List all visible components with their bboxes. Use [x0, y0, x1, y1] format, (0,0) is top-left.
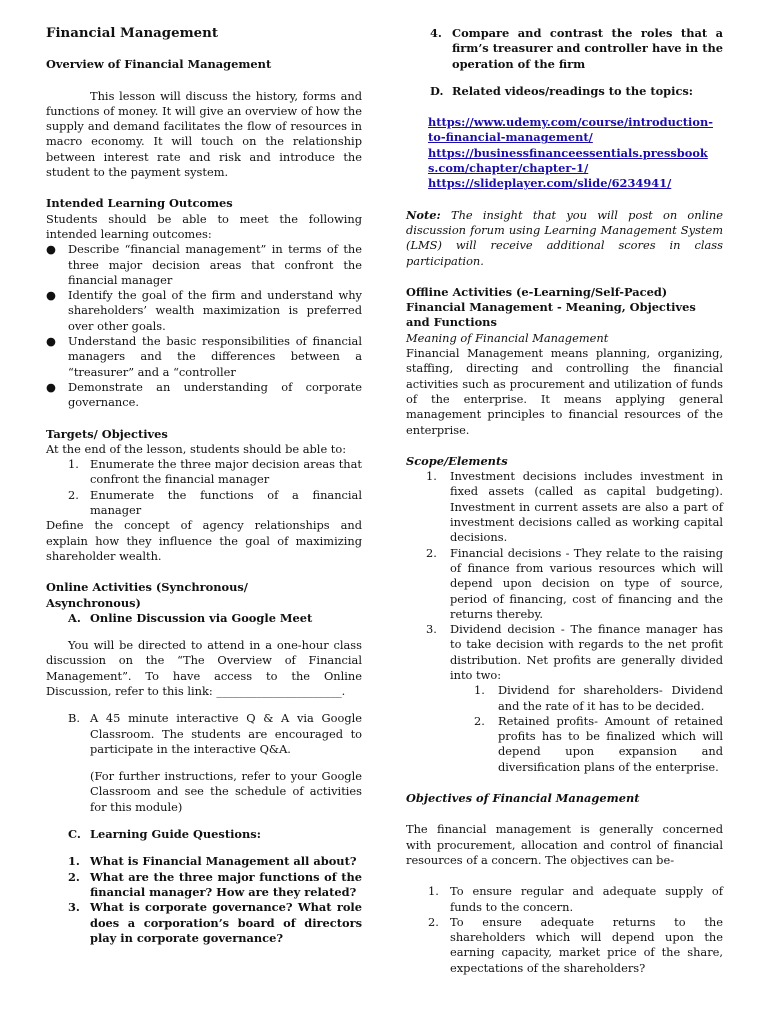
objectives-list [406, 884, 723, 976]
targets-heading: Targets/ Objectives [46, 426, 168, 441]
online-activities-heading: Online Activities (Synchronous/ Asynchronous) [46, 580, 248, 610]
objectives-intro: The financial management is generally concerned with procurement, allocation and control of financial resources of a concern. The objectives can be- [406, 822, 723, 867]
document-title: Financial Management [46, 25, 219, 41]
ilo-heading: Intended Learning Outcomes [46, 196, 233, 211]
list-item: 2. Retained profits- Amount of retained profits has to be finalized which will depend upon expansion and diversification plans of the enterprise. [474, 713, 723, 774]
list-item: 1. What is Financial Management all about? [68, 854, 357, 869]
section-b-note: (For further instructions, refer to your Google Classroom and see the schedule of activities for this module) [90, 769, 362, 814]
offline-heading: Offline Activities (e-Learning/Self-Paced) [406, 284, 668, 299]
section-b: B. A 45 minute interactive Q & A via Google Classroom. The students are encouraged to participate in the interactive Q&A. [68, 711, 362, 756]
list-item: 3. What is corporate governance? What role does a corporation’s board of directors play in corporate governance? [68, 900, 362, 945]
list-item: 1. Dividend for shareholders- Dividend and the rate of it has to be decided. [474, 683, 723, 713]
note-paragraph: Note: The insight that you will post on online discussion forum using Learning Management System (LMS) will receive additional scores in class participation. [406, 207, 723, 268]
objectives-heading: Objectives of Financial Management [406, 791, 640, 806]
targets-tail: Define the concept of agency relationships and explain how they influence the goal of maximizing shareholder wealth. [46, 518, 362, 563]
list-item: 3. Dividend decision - The finance manager has to take decision with regards to the net profit distribution. Net profits are generally divided into two: [426, 622, 723, 682]
intro-paragraph: This lesson will discuss the history, forms and functions of money. It will give an overview of how the supply and demand facilitates the flow of resources in macro economy. It will touch on the relationship between interest rate and risk and introduce the student to the payment system. [46, 88, 362, 180]
ilo-intro: Students should be able to meet the following intended learning outcomes: [46, 211, 362, 241]
section-d-title: D. Related videos/readings to the topics: [430, 83, 694, 98]
section-c-title: C. Learning Guide Questions: [68, 827, 261, 842]
list-item: 2. To ensure adequate returns to the shareholders which will depend upon the earning capacity, market price of the share, expectations of the shareholders? [428, 914, 723, 975]
section-a-title: A. Online Discussion via Google Meet [68, 610, 313, 625]
udemy-link[interactable]: https://www.udemy.com/course/introduction-to-financial-management/ [428, 115, 713, 145]
ilo-list [46, 242, 362, 410]
overview-heading: Overview of Financial Management [46, 57, 272, 72]
scope-list [406, 469, 723, 775]
pressbooks-link[interactable]: https://businessfinanceessentials.pressbooks.com/chapter/chapter-1/ [428, 145, 708, 176]
list-item: ● Describe “financial management” in terms of the three major decision areas that confront the financial manager [46, 242, 362, 287]
list-item: 1. Enumerate the three major decision areas that confront the financial manager [68, 457, 362, 487]
scope-heading: Scope/Elements [406, 453, 508, 468]
questions-list [46, 854, 362, 946]
right-column [406, 26, 723, 976]
list-item: ● Identify the goal of the firm and understand why shareholders’ wealth maximization is preferred over other goals. [46, 288, 362, 333]
list-item: 2. What are the three major functions of the financial manager? How are they related? [68, 869, 362, 899]
links-list [406, 115, 718, 191]
section-a-text: You will be directed to attend in a one-hour class discussion on the “The Overview of Financial Management”. To have access to the Online Discussion, refer to this link: ______________________. [46, 638, 362, 698]
list-item: 1. Investment decisions includes investment in fixed assets (called as capital budgeting). Investment in current assets are also a part of investment decisions called as working capital decisions. [426, 469, 723, 545]
slideplayer-link[interactable]: https://slideplayer.com/slide/6234941/ [428, 176, 672, 191]
list-item: 4. Compare and contrast the roles that a firm’s treasurer and controller have in the operation of the firm [430, 26, 723, 71]
meaning-text: Financial Management means planning, organizing, staffing, directing and controlling the financial activities such as procurement and utilization of funds of the enterprise. It means applying general management principles to financial resources of the enterprise. [406, 346, 723, 437]
fm-meaning-heading: Financial Management - Meaning, Objectives and Functions [406, 300, 696, 330]
targets-intro: At the end of the lesson, students should be able to: [46, 441, 347, 456]
list-item: 2. Financial decisions - They relate to the raising of finance from various resources which will depend upon decision on type of source, period of financing, cost of financing and the returns thereby. [426, 545, 723, 621]
list-item: ● Understand the basic responsibilities of financial managers and the differences between a “treasurer” and a “controller [46, 334, 362, 379]
left-column [46, 26, 362, 946]
list-item: 1. To ensure regular and adequate supply of funds to the concern. [428, 884, 723, 914]
list-item: ● Demonstrate an understanding of corporate governance. [46, 379, 362, 410]
list-item: 2. Enumerate the functions of a financial manager [68, 487, 362, 518]
meaning-subheading: Meaning of Financial Management [406, 330, 609, 345]
